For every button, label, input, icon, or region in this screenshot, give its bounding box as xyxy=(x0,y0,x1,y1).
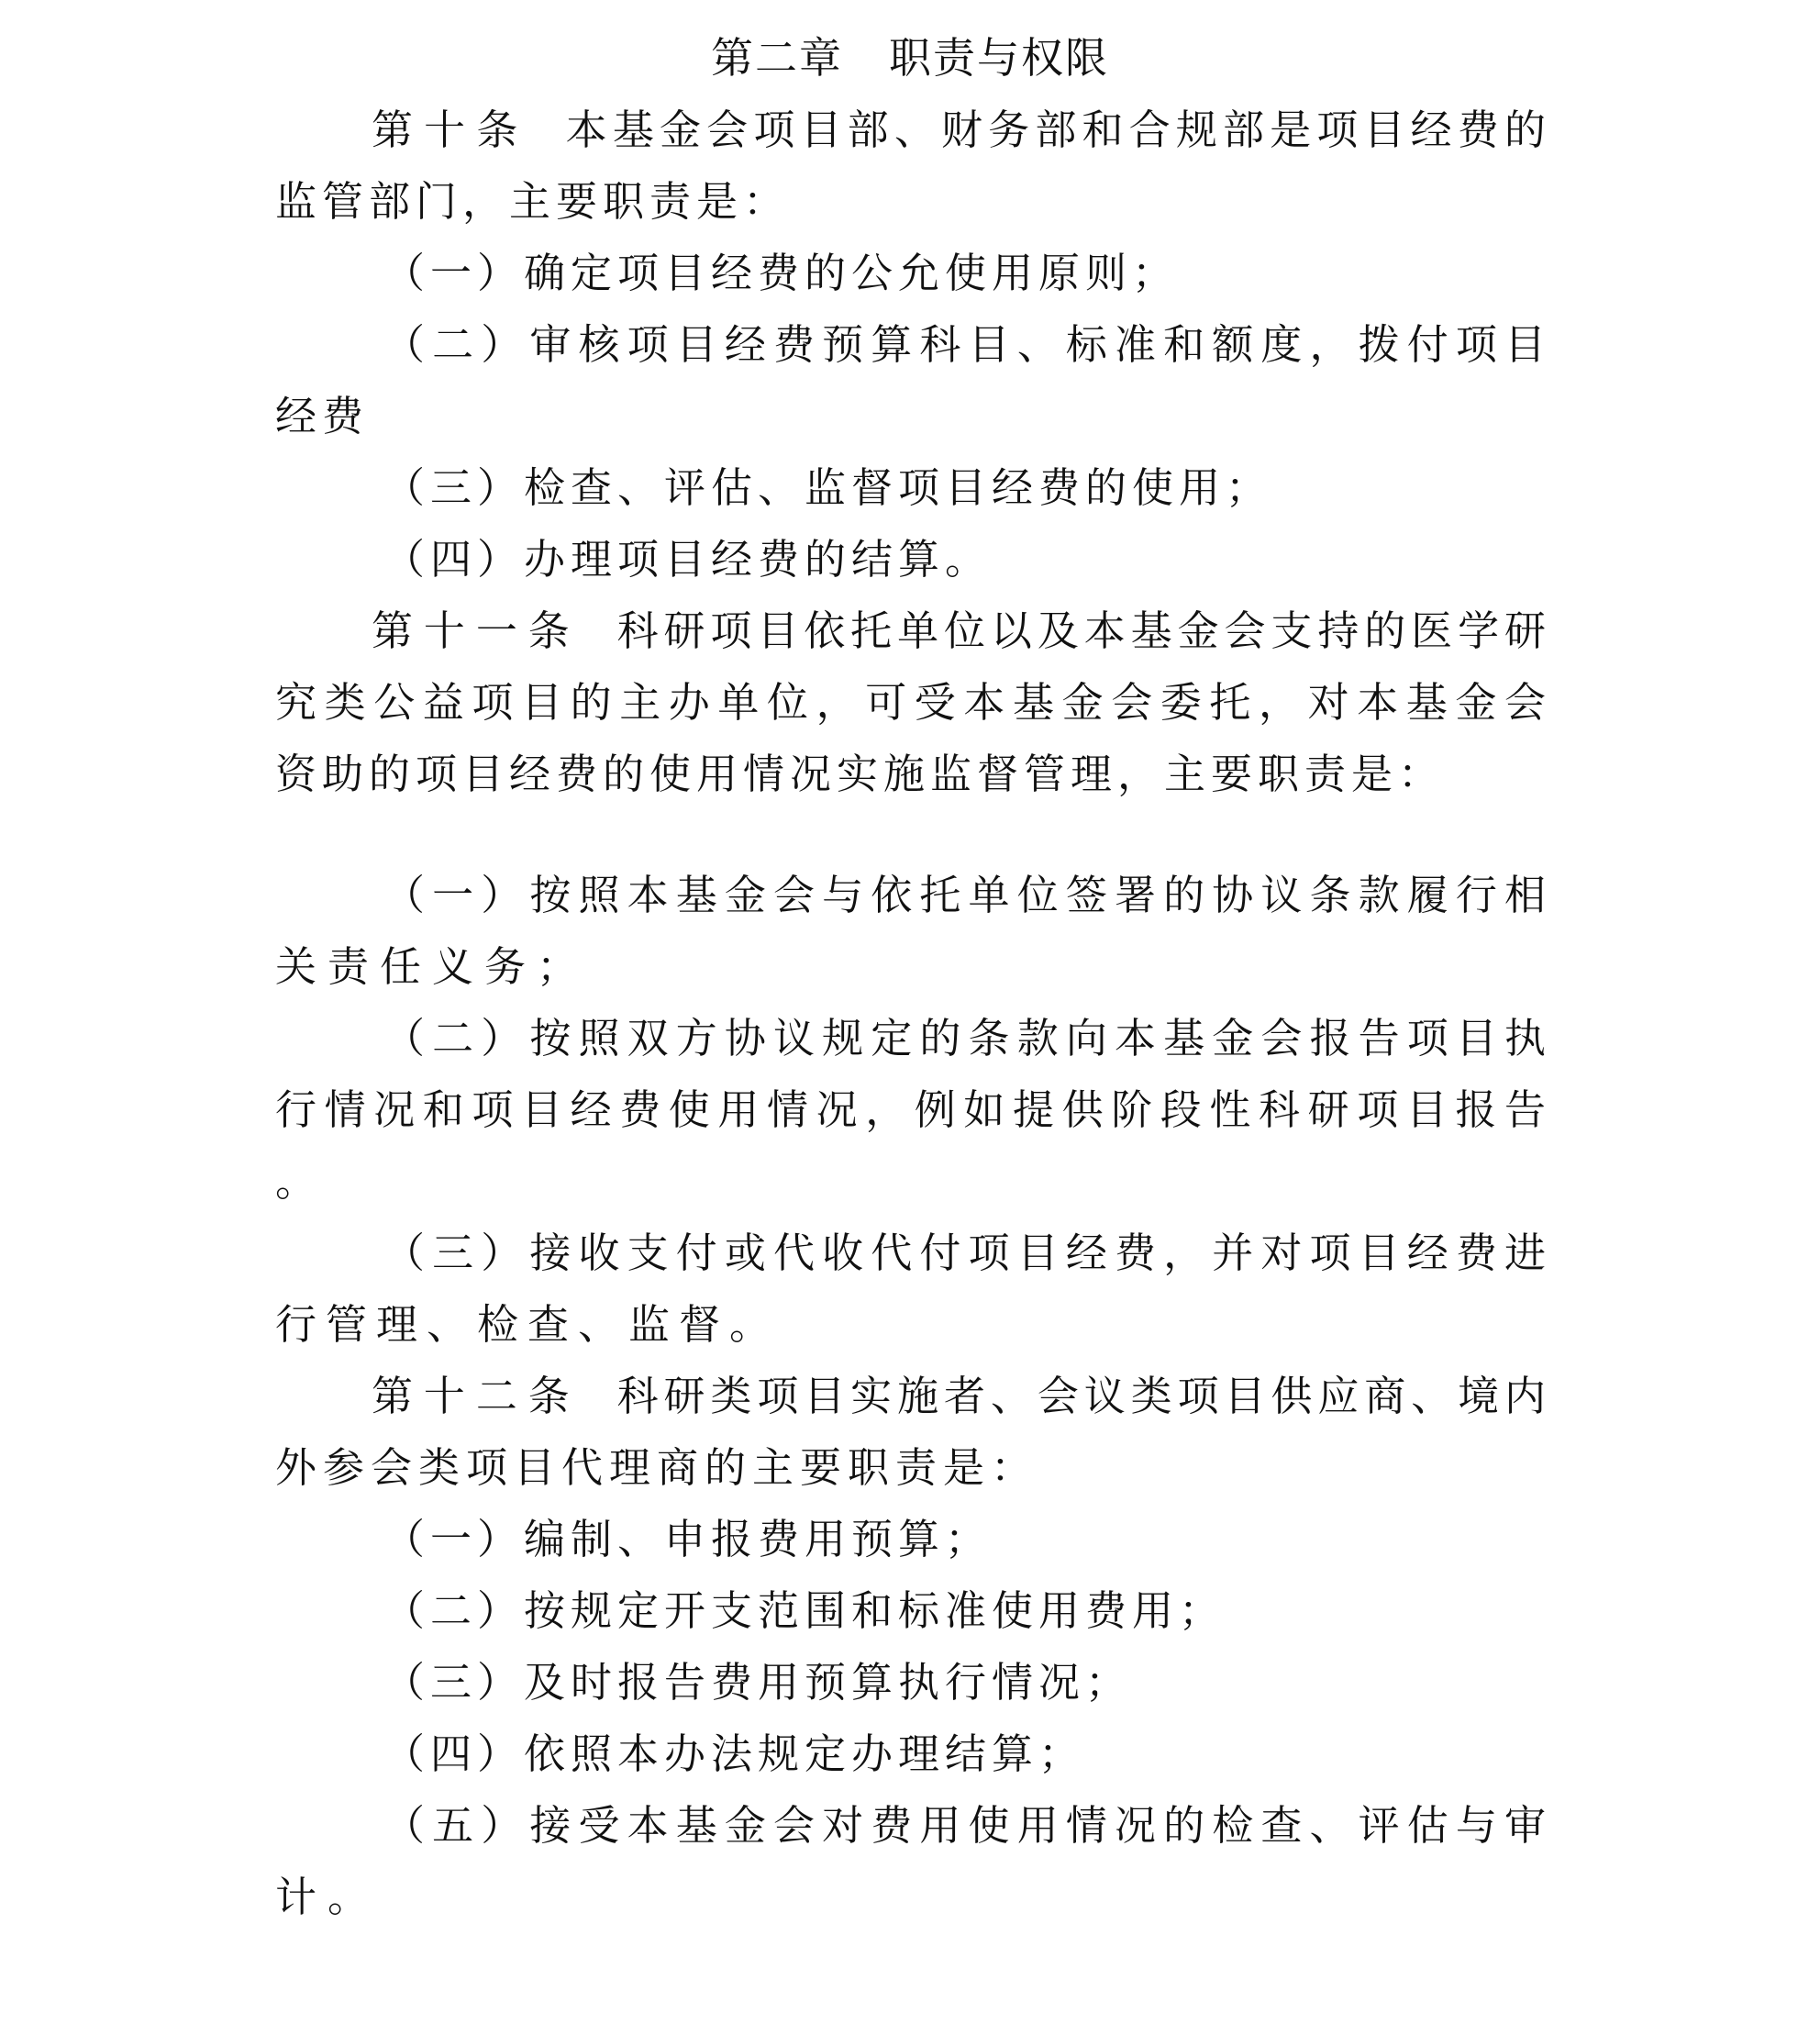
article-11-label: 第十一条 xyxy=(372,606,581,655)
article-11-line-1: 第十一条 科研项目依托单位以及本基金会支持的医学研 xyxy=(372,606,1546,655)
article-12-item-5-line-2: 计。 xyxy=(275,1873,381,1921)
article-10-label: 第十条 xyxy=(372,106,529,154)
article-12-item-4: （四）依照本办法规定办理结算； xyxy=(383,1729,1086,1778)
article-12-line-1: 第十二条 科研类项目实施者、会议类项目供应商、境内 xyxy=(372,1372,1546,1420)
article-12-item-2: （二）按规定开支范围和标准使用费用； xyxy=(383,1586,1226,1635)
article-10-item-4: （四）办理项目经费的结算。 xyxy=(383,535,993,584)
article-10-item-1: （一）确定项目经费的公允使用原则； xyxy=(383,249,1180,297)
article-10-item-2-line-1: （二）审核项目经费预算科目、标准和额度，拨付项目 xyxy=(383,320,1546,369)
article-11-line-3: 资助的项目经费的使用情况实施监督管理，主要职责是： xyxy=(275,750,1446,798)
article-12-line-2: 外参会类项目代理商的主要职责是： xyxy=(275,1443,1039,1492)
article-10-line-2: 监管部门，主要职责是： xyxy=(275,177,791,226)
article-12-item-3: （三）及时报告费用预算执行情况； xyxy=(383,1658,1133,1707)
article-12-item-5-line-1: （五）接受本基金会对费用使用情况的检查、评估与审 xyxy=(383,1801,1546,1850)
article-10-item-3: （三）检查、评估、监督项目经费的使用； xyxy=(383,463,1273,512)
article-11-item-3-line-1: （三）接收支付或代收代付项目经费，并对项目经费进 xyxy=(383,1229,1546,1277)
chapter-title xyxy=(0,26,1820,90)
article-12-item-1: （一）编制、申报费用预算； xyxy=(383,1515,993,1563)
article-11-item-2-line-3: 。 xyxy=(275,1157,317,1206)
article-11-item-2-line-1: （二）按照双方协议规定的条款向本基金会报告项目执 xyxy=(383,1014,1546,1062)
article-11-item-1-line-1: （一）按照本基金会与依托单位签署的协议条款履行相 xyxy=(383,871,1546,919)
article-11-item-3-line-2: 行管理、检查、监督。 xyxy=(275,1300,781,1349)
article-12-label: 第十二条 xyxy=(372,1372,581,1420)
chapter-name: 职责与权限 xyxy=(889,33,1109,83)
article-11-item-1-line-2: 关责任义务； xyxy=(275,942,590,991)
article-11-item-2-line-2: 行情况和项目经费使用情况，例如提供阶段性科研项目报告 xyxy=(275,1085,1546,1134)
chapter-number: 第二章 xyxy=(711,33,843,83)
article-10-line-1: 第十条 本基金会项目部、财务部和合规部是项目经费的 xyxy=(372,106,1546,154)
article-11-line-2: 究类公益项目的主办单位，可受本基金会委托，对本基金会 xyxy=(275,678,1546,727)
article-10-item-2-line-2: 经费 xyxy=(275,392,370,440)
